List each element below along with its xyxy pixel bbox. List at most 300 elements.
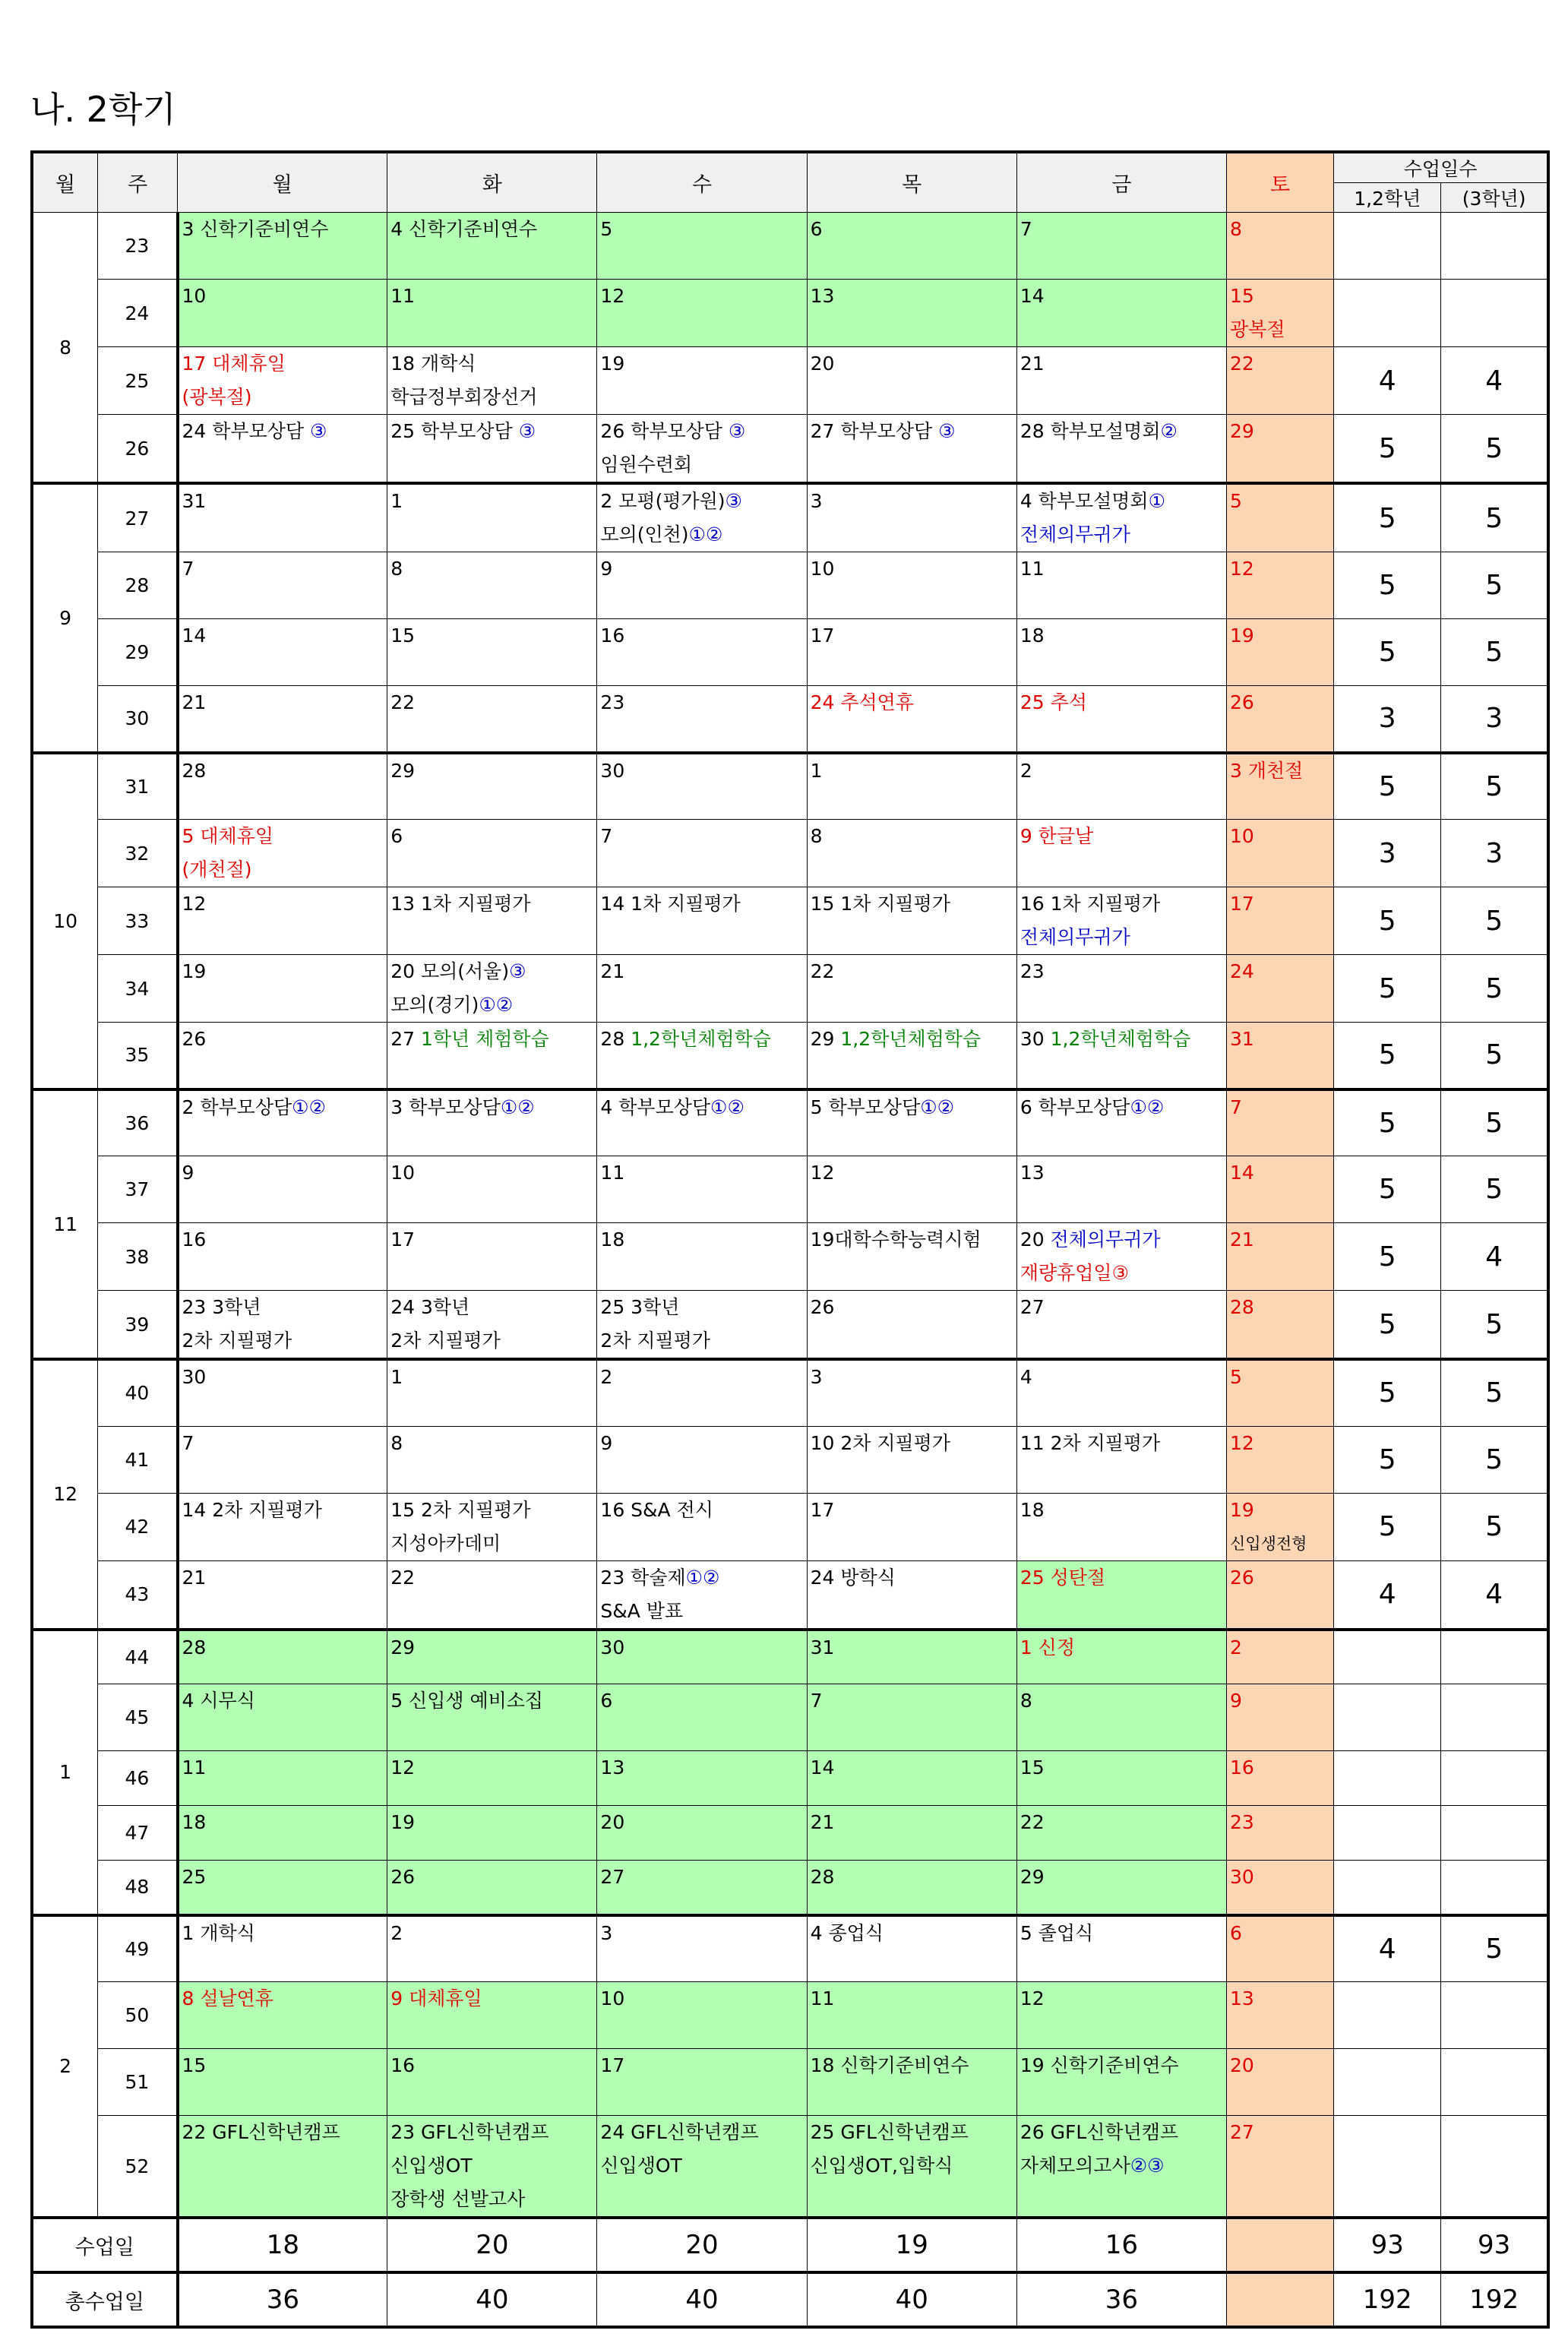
day-text-main: 25 학부모상담 [390,420,519,442]
day-cell-thu [807,820,1016,887]
week-row [32,887,1548,955]
day-text [1230,1427,1333,1460]
day-text-mark: ①② [685,1566,720,1589]
day-text-mark: ① [1148,490,1166,512]
class-days-grade3 [1441,1751,1548,1806]
day-text-main: 모의(경기) [390,994,479,1016]
day-text-main: 5 [1230,490,1242,512]
day-text-main: 신입생OT [390,2155,473,2177]
day-cell-fri [1016,1806,1226,1861]
week-row [32,1630,1548,1684]
day-text [1020,1091,1226,1124]
day-cell-sat [1227,686,1334,753]
class-days-grade12: 5 [1334,887,1441,955]
day-text [1230,754,1333,788]
day-text [600,1156,806,1190]
week-number: 45 [98,1684,178,1751]
day-text [1230,1494,1333,1527]
day-text [390,955,596,988]
class-days-grade3: 4 [1441,347,1548,415]
class-days-grade3: 5 [1441,1089,1548,1156]
day-text [600,347,806,381]
day-text-main: 자체모의고사 [1020,2155,1130,2177]
class-days-grade12: 4 [1334,1915,1441,1982]
day-text [811,213,1016,246]
day-text-main: 9 [1230,1690,1242,1712]
day-text-main: S&A 발표 [600,1599,684,1622]
day-text [811,1561,1016,1595]
week-number: 44 [98,1630,178,1684]
day-text-main: 6 [810,218,823,240]
day-cell-fri [1016,483,1226,552]
day-text [1230,485,1333,518]
day-text-main: 7 [1230,1096,1242,1118]
day-text-main: 21 [810,1811,835,1833]
day-cell-fri [1016,1861,1226,1915]
day-cell-wed [597,1156,807,1223]
class-days-grade12 [1334,1684,1441,1751]
day-text [1230,1751,1333,1785]
day-text [390,2049,596,2082]
day-text-main: 27 [600,1866,625,1888]
day-cell-mon [178,280,387,347]
day-text-mark: ② [1160,420,1178,442]
day-cell-thu [807,1089,1016,1156]
day-text-main: 22 [1230,353,1254,375]
week-number: 39 [98,1291,178,1360]
class-days-grade3: 5 [1441,1915,1548,1982]
day-cell-fri [1016,280,1226,347]
day-text-main: 11 [390,285,416,307]
day-text-main: 28 [810,1866,835,1888]
day-cell-tue [387,1560,597,1630]
day-cell-wed [597,2049,807,2116]
day-cell-tue [387,1861,597,1915]
day-cell-wed [597,1023,807,1089]
day-cell-mon [178,2049,387,2116]
day-text-main: 전체의무귀가 [1020,523,1130,545]
day-text [811,887,1016,921]
week-row [32,415,1548,484]
month-cell: 1 [32,1630,98,1915]
day-text-main: 21 [600,960,625,982]
week-number: 31 [98,753,178,820]
day-text-main: 3 학부모상담 [390,1096,501,1118]
day-cell-thu [807,1560,1016,1630]
day-text-main: 11 2차 지필평가 [1020,1431,1161,1454]
day-text-main: 1 [810,759,823,782]
day-text [182,686,387,719]
day-text [390,1324,596,1358]
day-text-main: 22 [390,691,416,713]
day-text [182,1023,387,1056]
day-text [1020,1684,1226,1718]
week-number: 37 [98,1156,178,1223]
day-text [1230,1917,1333,1950]
week-number: 40 [98,1359,178,1426]
day-text-main: 27 [390,1028,421,1050]
day-cell-tue [387,1223,597,1291]
day-cell-tue [387,213,597,280]
day-text [182,754,387,788]
class-days-grade3 [1441,213,1548,280]
day-text-main: 2차 지필평가 [182,1330,292,1352]
day-cell-mon [178,1861,387,1915]
day-text-main: 16 [390,2054,416,2076]
class-days-grade3: 5 [1441,1493,1548,1560]
day-cell-sat [1227,1023,1334,1089]
day-cell-mon [178,887,387,955]
day-text [600,1595,806,1628]
day-text [1230,1982,1333,2016]
week-row [32,1684,1548,1751]
day-text-main: 26 [1230,691,1254,713]
day-text [390,619,596,653]
day-text-mark: ①② [920,1096,955,1118]
day-text [390,381,596,414]
class-days-grade3 [1441,1630,1548,1684]
day-text-main: 11 [1020,558,1045,580]
total-value: 93 [1334,2218,1441,2272]
day-text [600,619,806,653]
day-text [390,485,596,518]
day-text [182,853,387,887]
total-value: 16 [1016,2218,1226,2272]
day-text-main: 29 [1230,420,1254,442]
day-text [600,1751,806,1785]
day-text-main: 전체의무귀가 [1020,926,1130,948]
day-cell-thu [807,1751,1016,1806]
day-text-mark: ①② [500,1096,535,1118]
day-text-mark: ③ [938,420,956,442]
day-text-main: 25 추석 [1020,691,1087,713]
day-cell-fri [1016,1023,1226,1089]
day-text-main: 3 [810,490,823,512]
day-cell-fri [1016,686,1226,753]
day-text [1230,347,1333,381]
class-days-grade12: 5 [1334,1493,1441,1560]
day-text [811,1156,1016,1190]
day-text-main: 12 [810,1162,835,1184]
day-text [390,1982,596,2016]
day-cell-tue [387,686,597,753]
day-cell-fri [1016,213,1226,280]
day-cell-thu [807,1156,1016,1223]
day-text-main: 30 [1230,1866,1254,1888]
header-wed: 수 [597,152,807,213]
total-label: 총수업일 [32,2272,178,2327]
day-text-main: 9 [600,1431,613,1454]
day-cell-thu [807,1630,1016,1684]
class-days-grade12: 3 [1334,820,1441,887]
total-label: 수업일 [32,2218,178,2272]
day-text [1020,921,1226,954]
day-cell-mon [178,1493,387,1560]
class-days-grade12: 5 [1334,955,1441,1023]
class-days-grade12 [1334,280,1441,347]
day-text [600,1917,806,1950]
day-cell-wed [597,1426,807,1493]
day-text-main: 26 GFL신학년캠프 [1020,2121,1179,2143]
day-text-main: 11 [182,1756,207,1779]
day-text-main: 4 학부모설명회 [1020,490,1149,512]
day-cell-thu [807,1223,1016,1291]
day-text [600,1561,806,1595]
day-text-main: 1 개학식 [182,1921,255,1944]
day-text [1230,1631,1333,1665]
day-text [811,1751,1016,1785]
day-cell-thu [807,1291,1016,1360]
day-text [1230,280,1333,313]
day-text-main: (광복절) [182,386,252,408]
day-text [390,1631,596,1665]
day-text-main: 14 [1020,285,1045,307]
semester-calendar-table [30,150,1550,2329]
day-cell-wed [597,820,807,887]
week-row [32,213,1548,280]
day-cell-tue [387,552,597,619]
day-text-main: 24 3학년 [390,1296,470,1318]
class-days-grade3 [1441,1982,1548,2049]
week-number: 38 [98,1223,178,1291]
day-text-main: 25 GFL신학년캠프 [810,2121,969,2143]
day-text [182,552,387,586]
week-number: 50 [98,1982,178,2049]
header-month: 월 [32,152,98,213]
day-text [182,347,387,381]
day-text-main: 22 GFL신학년캠프 [182,2121,340,2143]
day-text [1230,2116,1333,2149]
day-text-mark: 1학년 체험학습 [420,1028,549,1050]
week-row [32,619,1548,686]
day-cell-mon [178,1023,387,1089]
day-text-main: 14 1차 지필평가 [600,893,741,915]
class-days-grade3: 5 [1441,483,1548,552]
week-number: 25 [98,347,178,415]
day-cell-tue [387,887,597,955]
day-text [1020,1023,1226,1056]
day-text-main: 17 [600,2054,625,2076]
day-text-main: 12 [390,1756,416,1779]
week-row [32,2049,1548,2116]
day-text-main: 20 모의(서울) [390,960,510,982]
day-text [1230,1223,1333,1257]
week-number: 35 [98,1023,178,1089]
header-sat: 토 [1227,152,1334,213]
day-text [811,820,1016,853]
day-text [811,1631,1016,1665]
class-days-grade12: 4 [1334,347,1441,415]
day-text [390,988,596,1022]
day-cell-fri [1016,887,1226,955]
total-value: 36 [1016,2272,1226,2327]
day-text-main: 25 3학년 [600,1296,680,1318]
day-text-main: 19 신학기준비연수 [1020,2054,1179,2076]
header-thu: 목 [807,152,1016,213]
day-text-main: 15 [1230,285,1254,307]
day-text-main: 30 [1020,1028,1051,1050]
day-text [1020,280,1226,313]
day-text-main: 신입생OT [600,2155,682,2177]
month-cell: 11 [32,1089,98,1360]
day-text [811,2116,1016,2149]
day-text-main: 24 GFL신학년캠프 [600,2121,759,2143]
day-cell-wed [597,955,807,1023]
day-text [600,955,806,988]
day-text-main: 4 시무식 [182,1690,255,1712]
day-text [182,2049,387,2082]
day-cell-mon [178,1982,387,2049]
day-cell-thu [807,1806,1016,1861]
day-text [811,552,1016,586]
day-cell-wed [597,1630,807,1684]
day-cell-wed [597,619,807,686]
week-row [32,1089,1548,1156]
day-text-main: 7 [810,1690,823,1712]
day-cell-fri [1016,1493,1226,1560]
day-text [1230,1861,1333,1894]
day-text [390,820,596,853]
day-cell-tue [387,1089,597,1156]
day-text [1230,313,1333,346]
day-text-main: 15 [182,2054,207,2076]
day-text [390,1223,596,1257]
day-text-main: 2 [600,1366,613,1388]
day-text-mark: 전체의무귀가 [1050,1228,1161,1251]
day-text [600,1091,806,1124]
day-text-main: 임원수련회 [600,454,693,476]
day-text-mark: 1,2학년체험학습 [631,1028,771,1050]
day-cell-wed [597,1089,807,1156]
day-cell-thu [807,1982,1016,2049]
day-text [600,2049,806,2082]
day-text-main: 6 학부모상담 [1020,1096,1130,1118]
class-days-grade3: 5 [1441,1023,1548,1089]
day-text [182,820,387,853]
week-row [32,1426,1548,1493]
week-number: 28 [98,552,178,619]
day-text-main: 신입생전형 [1230,1534,1307,1553]
day-text-main: 13 [1230,1987,1254,2009]
day-text [600,1861,806,1894]
day-cell-tue [387,1359,597,1426]
day-text [182,1917,387,1950]
day-text [182,213,387,246]
day-cell-tue [387,753,597,820]
day-text [390,2183,596,2216]
day-text [1020,415,1226,448]
day-text [1230,213,1333,246]
total-value: 20 [387,2218,597,2272]
class-days-grade3: 5 [1441,552,1548,619]
day-cell-tue [387,1023,597,1089]
day-cell-tue [387,1426,597,1493]
day-text-main: 4 [1020,1366,1032,1388]
day-text [811,955,1016,988]
day-text [182,1223,387,1257]
day-text [811,1494,1016,1527]
header-week: 주 [98,152,178,213]
day-cell-mon [178,1806,387,1861]
day-text [600,1494,806,1527]
day-cell-thu [807,1861,1016,1915]
day-text-main: 31 [810,1636,835,1658]
day-text [811,280,1016,313]
day-text [811,2149,1016,2183]
document-title: 나. 2학기 [30,89,176,130]
day-cell-thu [807,483,1016,552]
day-text-main: 26 [182,1028,207,1050]
day-text-main: 21 [1230,1228,1254,1251]
day-text-main: 19 [1230,624,1254,647]
day-cell-mon [178,1089,387,1156]
day-text-main: 10 [600,1987,625,2009]
day-text-main: 7 [1020,218,1032,240]
class-days-grade12: 5 [1334,1359,1441,1426]
day-text [600,1684,806,1718]
day-cell-mon [178,1291,387,1360]
day-text [390,686,596,719]
day-text-main: 14 [1230,1162,1254,1184]
day-cell-thu [807,2049,1016,2116]
day-cell-wed [597,686,807,753]
day-text-main: 16 S&A 전시 [600,1498,713,1521]
day-text-main: 16 [182,1228,207,1251]
day-cell-thu [807,887,1016,955]
day-text [390,1023,596,1056]
day-text [182,1427,387,1460]
day-text [1020,1982,1226,2016]
day-text-main: 15 [390,624,416,647]
day-cell-tue [387,1291,597,1360]
day-cell-mon [178,753,387,820]
day-text [182,1361,387,1394]
day-text [811,2049,1016,2082]
day-text-mark: ①② [479,994,514,1016]
day-text [1020,518,1226,552]
day-text-main: 1 신정 [1020,1636,1075,1658]
day-cell-sat [1227,1223,1334,1291]
day-text [182,381,387,414]
day-text-main: 10 [390,1162,416,1184]
day-text [182,1494,387,1527]
day-cell-tue [387,955,597,1023]
day-cell-tue [387,1915,597,1982]
day-text-main: 19대학수학능력시험 [810,1228,982,1251]
week-row [32,1560,1548,1630]
week-row [32,753,1548,820]
day-text [811,1427,1016,1460]
day-text-main: 16 [600,624,625,647]
day-text-main: 18 [182,1811,207,1833]
class-days-grade3 [1441,2116,1548,2218]
day-cell-sat [1227,1861,1334,1915]
day-cell-fri [1016,1359,1226,1426]
day-cell-mon [178,552,387,619]
day-text-main: 28 [182,1636,207,1658]
day-cell-tue [387,415,597,484]
class-days-grade12: 5 [1334,1156,1441,1223]
day-cell-fri [1016,820,1226,887]
day-cell-tue [387,280,597,347]
day-text-main: 9 [182,1162,194,1184]
day-text-main: 31 [1230,1028,1254,1050]
day-text-main: 5 졸업식 [1020,1921,1094,1944]
week-number: 42 [98,1493,178,1560]
header-fri: 금 [1016,152,1226,213]
day-text-main: 모의(인천) [600,523,689,545]
header-tue: 화 [387,152,597,213]
